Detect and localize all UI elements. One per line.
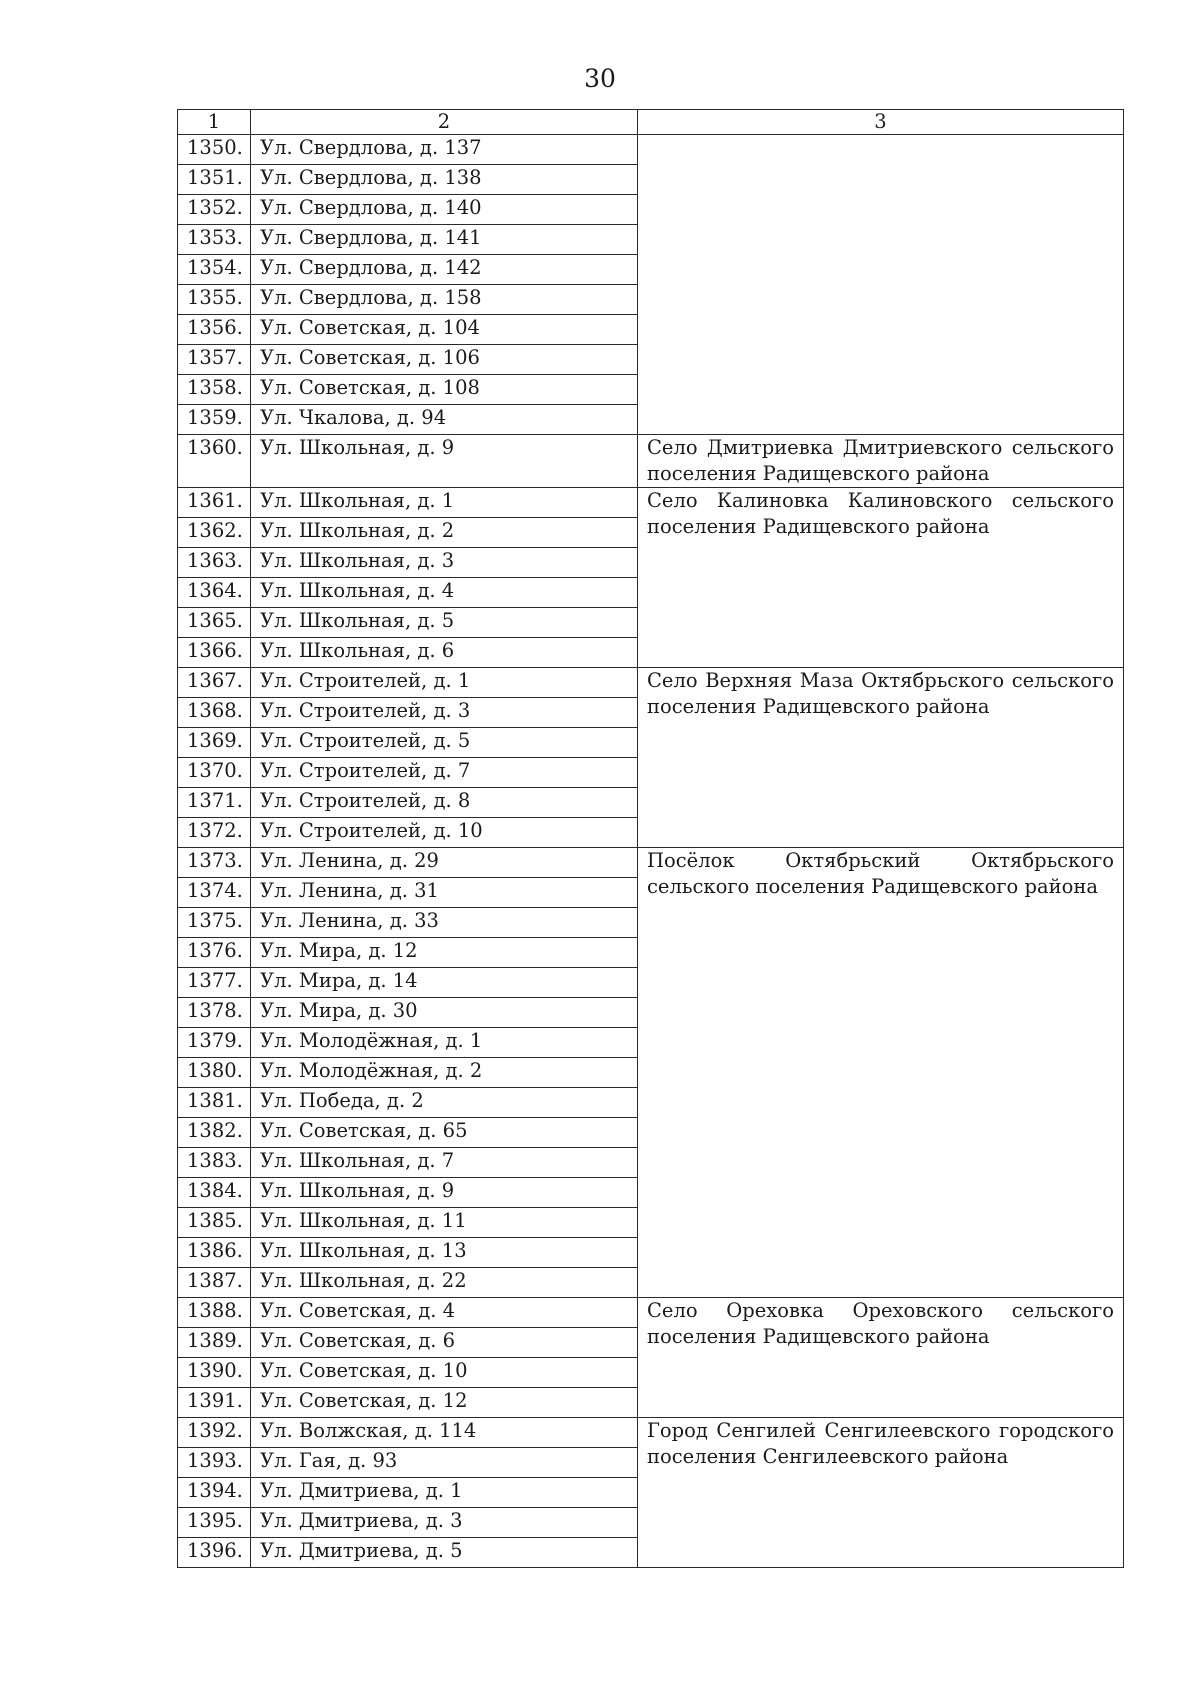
row-number: 1391. (178, 1388, 251, 1418)
address-cell: Ул. Дмитриева, д. 3 (251, 1508, 638, 1538)
row-number: 1359. (178, 405, 251, 435)
row-number: 1377. (178, 968, 251, 998)
address-cell: Ул. Свердлова, д. 141 (251, 225, 638, 255)
address-cell: Ул. Школьная, д. 4 (251, 578, 638, 608)
row-number: 1374. (178, 878, 251, 908)
row-number: 1385. (178, 1208, 251, 1238)
address-cell: Ул. Свердлова, д. 137 (251, 135, 638, 165)
address-cell: Ул. Строителей, д. 10 (251, 818, 638, 848)
row-number: 1396. (178, 1538, 251, 1568)
row-number: 1357. (178, 345, 251, 375)
row-number: 1354. (178, 255, 251, 285)
address-cell: Ул. Школьная, д. 9 (251, 1178, 638, 1208)
row-number: 1362. (178, 518, 251, 548)
row-number: 1389. (178, 1328, 251, 1358)
row-number: 1365. (178, 608, 251, 638)
address-cell: Ул. Гая, д. 93 (251, 1448, 638, 1478)
address-cell: Ул. Школьная, д. 7 (251, 1148, 638, 1178)
address-cell: Ул. Строителей, д. 8 (251, 788, 638, 818)
address-table (177, 109, 1124, 1568)
address-cell: Ул. Советская, д. 106 (251, 345, 638, 375)
row-number: 1367. (178, 668, 251, 698)
row-number: 1386. (178, 1238, 251, 1268)
row-number: 1372. (178, 818, 251, 848)
row-number: 1378. (178, 998, 251, 1028)
table-row (178, 1298, 1124, 1328)
row-number: 1361. (178, 488, 251, 518)
row-number: 1375. (178, 908, 251, 938)
address-cell: Ул. Советская, д. 10 (251, 1358, 638, 1388)
row-number: 1388. (178, 1298, 251, 1328)
row-number: 1383. (178, 1148, 251, 1178)
row-number: 1387. (178, 1268, 251, 1298)
settlement-cell (638, 135, 1124, 435)
address-cell: Ул. Строителей, д. 1 (251, 668, 638, 698)
page-number: 30 (584, 64, 616, 93)
address-cell: Ул. Чкалова, д. 94 (251, 405, 638, 435)
address-cell: Ул. Мира, д. 12 (251, 938, 638, 968)
row-number: 1368. (178, 698, 251, 728)
address-cell: Ул. Строителей, д. 3 (251, 698, 638, 728)
settlement-cell: Село Калиновка Калиновского сельского поселения Радищевского района (638, 488, 1124, 668)
address-cell: Ул. Молодёжная, д. 2 (251, 1058, 638, 1088)
address-cell: Ул. Свердлова, д. 138 (251, 165, 638, 195)
settlement-cell: Город Сенгилей Сенгилеевского городского поселения Сенгилеевского района (638, 1418, 1124, 1568)
row-number: 1355. (178, 285, 251, 315)
table-row (178, 1418, 1124, 1448)
table-row (178, 848, 1124, 878)
address-cell: Ул. Свердлова, д. 158 (251, 285, 638, 315)
row-number: 1373. (178, 848, 251, 878)
table-row (178, 488, 1124, 518)
row-number: 1376. (178, 938, 251, 968)
address-cell: Ул. Школьная, д. 13 (251, 1238, 638, 1268)
row-number: 1353. (178, 225, 251, 255)
address-cell: Ул. Советская, д. 65 (251, 1118, 638, 1148)
address-cell: Ул. Молодёжная, д. 1 (251, 1028, 638, 1058)
address-cell: Ул. Советская, д. 104 (251, 315, 638, 345)
row-number: 1393. (178, 1448, 251, 1478)
address-cell: Ул. Строителей, д. 5 (251, 728, 638, 758)
address-cell: Ул. Волжская, д. 114 (251, 1418, 638, 1448)
row-number: 1364. (178, 578, 251, 608)
address-cell: Ул. Советская, д. 4 (251, 1298, 638, 1328)
column-header-location: 3 (638, 110, 1124, 135)
row-number: 1395. (178, 1508, 251, 1538)
address-cell: Ул. Свердлова, д. 142 (251, 255, 638, 285)
row-number: 1392. (178, 1418, 251, 1448)
row-number: 1360. (178, 435, 251, 488)
table-row (178, 135, 1124, 165)
address-cell: Ул. Школьная, д. 22 (251, 1268, 638, 1298)
row-number: 1384. (178, 1178, 251, 1208)
settlement-cell: Село Ореховка Ореховского сельского поселения Радищевского района (638, 1298, 1124, 1418)
address-cell: Ул. Советская, д. 108 (251, 375, 638, 405)
column-header-number: 1 (178, 110, 251, 135)
address-cell: Ул. Дмитриева, д. 5 (251, 1538, 638, 1568)
row-number: 1394. (178, 1478, 251, 1508)
row-number: 1366. (178, 638, 251, 668)
settlement-cell: Посёлок Октябрьский Октябрьского сельского поселения Радищевского района (638, 848, 1124, 1298)
address-cell: Ул. Мира, д. 14 (251, 968, 638, 998)
row-number: 1382. (178, 1118, 251, 1148)
address-cell: Ул. Школьная, д. 9 (251, 435, 638, 488)
address-cell: Ул. Школьная, д. 2 (251, 518, 638, 548)
address-cell: Ул. Дмитриева, д. 1 (251, 1478, 638, 1508)
address-cell: Ул. Советская, д. 6 (251, 1328, 638, 1358)
column-header-address: 2 (251, 110, 638, 135)
table-body (178, 135, 1124, 1568)
table-row (178, 668, 1124, 698)
address-cell: Ул. Ленина, д. 33 (251, 908, 638, 938)
address-cell: Ул. Ленина, д. 31 (251, 878, 638, 908)
settlement-cell: Село Дмитриевка Дмитриевского сельского поселения Радищевского района (638, 435, 1124, 488)
header-row (178, 110, 1124, 135)
row-number: 1356. (178, 315, 251, 345)
row-number: 1358. (178, 375, 251, 405)
address-cell: Ул. Школьная, д. 11 (251, 1208, 638, 1238)
row-number: 1380. (178, 1058, 251, 1088)
row-number: 1352. (178, 195, 251, 225)
table-row (178, 435, 1124, 488)
row-number: 1390. (178, 1358, 251, 1388)
address-cell: Ул. Мира, д. 30 (251, 998, 638, 1028)
row-number: 1369. (178, 728, 251, 758)
address-cell: Ул. Победа, д. 2 (251, 1088, 638, 1118)
address-cell: Ул. Ленина, д. 29 (251, 848, 638, 878)
row-number: 1379. (178, 1028, 251, 1058)
row-number: 1370. (178, 758, 251, 788)
row-number: 1381. (178, 1088, 251, 1118)
row-number: 1350. (178, 135, 251, 165)
table-header (178, 110, 1124, 135)
address-cell: Ул. Школьная, д. 6 (251, 638, 638, 668)
address-cell: Ул. Школьная, д. 5 (251, 608, 638, 638)
row-number: 1351. (178, 165, 251, 195)
address-cell: Ул. Школьная, д. 1 (251, 488, 638, 518)
address-cell: Ул. Советская, д. 12 (251, 1388, 638, 1418)
address-cell: Ул. Школьная, д. 3 (251, 548, 638, 578)
row-number: 1363. (178, 548, 251, 578)
address-cell: Ул. Строителей, д. 7 (251, 758, 638, 788)
row-number: 1371. (178, 788, 251, 818)
address-cell: Ул. Свердлова, д. 140 (251, 195, 638, 225)
settlement-cell: Село Верхняя Маза Октябрьского сельского поселения Радищевского района (638, 668, 1124, 848)
